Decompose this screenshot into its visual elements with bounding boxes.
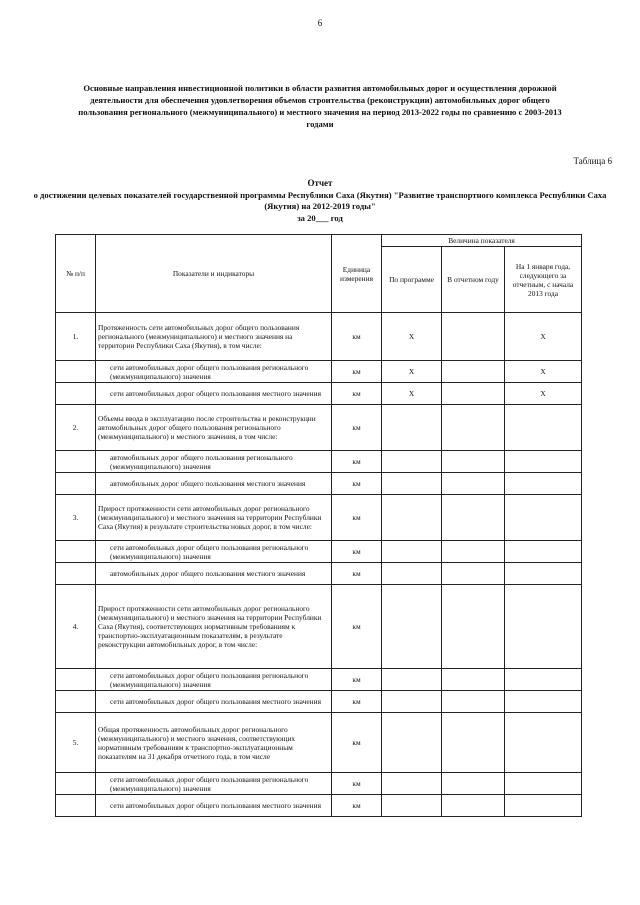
report-subtitle: о достижении целевых показателей государственной программы Республики Саха (Якутия) "Развитие транспортного комплекса Республики Саха (Якутия) на 2012-2019 годы"	[33, 189, 607, 211]
row-by-program	[382, 541, 442, 563]
row-by-program: X	[382, 383, 442, 405]
row-in-year	[442, 361, 505, 383]
row-in-year	[442, 585, 505, 669]
row-in-year	[442, 495, 505, 541]
row-jan1	[505, 563, 582, 585]
row-indicator: сети автомобильных дорог общего пользования местного значения	[96, 795, 332, 817]
row-indicator: сети автомобильных дорог общего пользования регионального (межмуниципального) значения	[96, 773, 332, 795]
row-num: 1.	[56, 313, 96, 361]
row-in-year	[442, 795, 505, 817]
row-num	[56, 669, 96, 691]
report-title-block	[20, 178, 620, 224]
row-jan1: X	[505, 361, 582, 383]
row-num	[56, 563, 96, 585]
row-unit: км	[332, 773, 382, 795]
table-row	[56, 691, 582, 713]
row-in-year	[442, 383, 505, 405]
row-unit: км	[332, 563, 382, 585]
row-unit: км	[332, 361, 382, 383]
table-row	[56, 713, 582, 773]
row-in-year	[442, 451, 505, 473]
header-jan1: На 1 января года, следующего за отчетным, с начала 2013 года	[505, 247, 582, 313]
header-unit: Единица измерения	[332, 235, 382, 313]
row-jan1	[505, 713, 582, 773]
table-row	[56, 383, 582, 405]
row-by-program	[382, 585, 442, 669]
table-row	[56, 405, 582, 451]
table-row	[56, 361, 582, 383]
row-unit: км	[332, 585, 382, 669]
row-in-year	[442, 669, 505, 691]
row-num: 2.	[56, 405, 96, 451]
table-row	[56, 669, 582, 691]
row-by-program	[382, 669, 442, 691]
row-jan1	[505, 473, 582, 495]
row-unit: км	[332, 541, 382, 563]
row-num: 3.	[56, 495, 96, 541]
row-indicator: автомобильных дорог общего пользования местного значения	[96, 563, 332, 585]
row-indicator: Протяженность сети автомобильных дорог общего пользования регионального (межмуниципального) и местного значения на территории Республики Саха (Якутия), в том числе:	[96, 313, 332, 361]
row-indicator: Прирост протяженности сети автомобильных дорог регионального (межмуниципального) и местного значения на территории Республики Саха (Якутия) в результате строительства новых дорог, в том числе:	[96, 495, 332, 541]
row-in-year	[442, 405, 505, 451]
table-header-row	[56, 235, 582, 247]
row-unit: км	[332, 383, 382, 405]
row-unit: км	[332, 473, 382, 495]
table-row	[56, 313, 582, 361]
row-num	[56, 691, 96, 713]
row-num: 5.	[56, 713, 96, 773]
header-num: № п/п	[56, 235, 96, 313]
row-in-year	[442, 563, 505, 585]
row-num	[56, 361, 96, 383]
row-jan1	[505, 669, 582, 691]
row-by-program	[382, 495, 442, 541]
row-jan1	[505, 795, 582, 817]
row-jan1	[505, 691, 582, 713]
indicators-table	[55, 234, 582, 817]
row-indicator: Объемы ввода в эксплуатацию после строительства и реконструкции автомобильных дорог общего пользования регионального (межмуниципального) и местного значения, в том числе:	[96, 405, 332, 451]
row-by-program	[382, 451, 442, 473]
row-indicator: сети автомобильных дорог общего пользования регионального (межмуниципального) значения	[96, 361, 332, 383]
row-jan1	[505, 405, 582, 451]
table-row	[56, 451, 582, 473]
row-jan1	[505, 451, 582, 473]
row-in-year	[442, 541, 505, 563]
table-row	[56, 585, 582, 669]
row-indicator: сети автомобильных дорог общего пользования местного значения	[96, 691, 332, 713]
row-in-year	[442, 473, 505, 495]
row-unit: км	[332, 713, 382, 773]
row-jan1	[505, 541, 582, 563]
row-indicator: Общая протяженность автомобильных дорог регионального (межмуниципального) и местного значения, соответствующих нормативным требованиям к транспортно-эксплуатационным показателям на 31 декабря отчетного года, в том числе	[96, 713, 332, 773]
table-body	[56, 313, 582, 817]
report-title: Отчет	[307, 178, 333, 188]
row-unit: км	[332, 669, 382, 691]
table-row	[56, 495, 582, 541]
row-num	[56, 473, 96, 495]
row-num	[56, 451, 96, 473]
row-num: 4.	[56, 585, 96, 669]
row-in-year	[442, 691, 505, 713]
row-by-program: X	[382, 361, 442, 383]
row-unit: км	[332, 405, 382, 451]
header-by-program: По программе	[382, 247, 442, 313]
row-indicator: сети автомобильных дорог общего пользования регионального (межмуниципального) значения	[96, 669, 332, 691]
row-indicator: сети автомобильных дорог общего пользования регионального (межмуниципального) значения	[96, 541, 332, 563]
report-period: за 20___ год	[297, 212, 343, 223]
page-number: 6	[317, 18, 323, 28]
table-label: Таблица 6	[573, 156, 612, 166]
table-row	[56, 563, 582, 585]
row-by-program	[382, 563, 442, 585]
row-by-program	[382, 691, 442, 713]
table-row	[56, 773, 582, 795]
row-indicator: Прирост протяженности сети автомобильных дорог регионального (межмуниципального) и местного значения на территории Республики Саха (Якутия), соответствующих нормативным требованиям к транспортно-эксплуатационным показателям, в результате реконструкции автомобильных дорог, в том числе:	[96, 585, 332, 669]
header-value-group: Величина показателя	[382, 235, 582, 247]
row-indicator: сети автомобильных дорог общего пользования местного значения	[96, 383, 332, 405]
row-num	[56, 541, 96, 563]
row-indicator: автомобильных дорог общего пользования местного значения	[96, 473, 332, 495]
row-in-year	[442, 773, 505, 795]
document-heading: Основные направления инвестиционной политики в области развития автомобильных дорог и осуществления дорожной деятельности для обеспечения удовлетворения объемов строительства (реконструкции) автомобильных дорог общего пользования регионального (межмуниципального) и местного значения на период 2013-2022 годы по сравнению с 2003-2013 годами	[78, 83, 562, 129]
table-row	[56, 541, 582, 563]
row-unit: км	[332, 691, 382, 713]
row-jan1: X	[505, 313, 582, 361]
row-by-program	[382, 473, 442, 495]
row-by-program	[382, 773, 442, 795]
table-row	[56, 473, 582, 495]
table-row	[56, 795, 582, 817]
row-by-program: X	[382, 313, 442, 361]
row-num	[56, 773, 96, 795]
row-in-year	[442, 713, 505, 773]
row-num	[56, 383, 96, 405]
row-unit: км	[332, 451, 382, 473]
row-num	[56, 795, 96, 817]
row-by-program	[382, 405, 442, 451]
row-by-program	[382, 795, 442, 817]
header-indicator: Показатели и индикаторы	[96, 235, 332, 313]
row-jan1: X	[505, 383, 582, 405]
row-unit: км	[332, 795, 382, 817]
row-unit: км	[332, 495, 382, 541]
row-unit: км	[332, 313, 382, 361]
row-jan1	[505, 773, 582, 795]
row-jan1	[505, 585, 582, 669]
row-by-program	[382, 713, 442, 773]
header-in-year: В отчетном году	[442, 247, 505, 313]
row-jan1	[505, 495, 582, 541]
row-in-year	[442, 313, 505, 361]
row-indicator: автомобильных дорог общего пользования регионального (межмуниципального) значения	[96, 451, 332, 473]
